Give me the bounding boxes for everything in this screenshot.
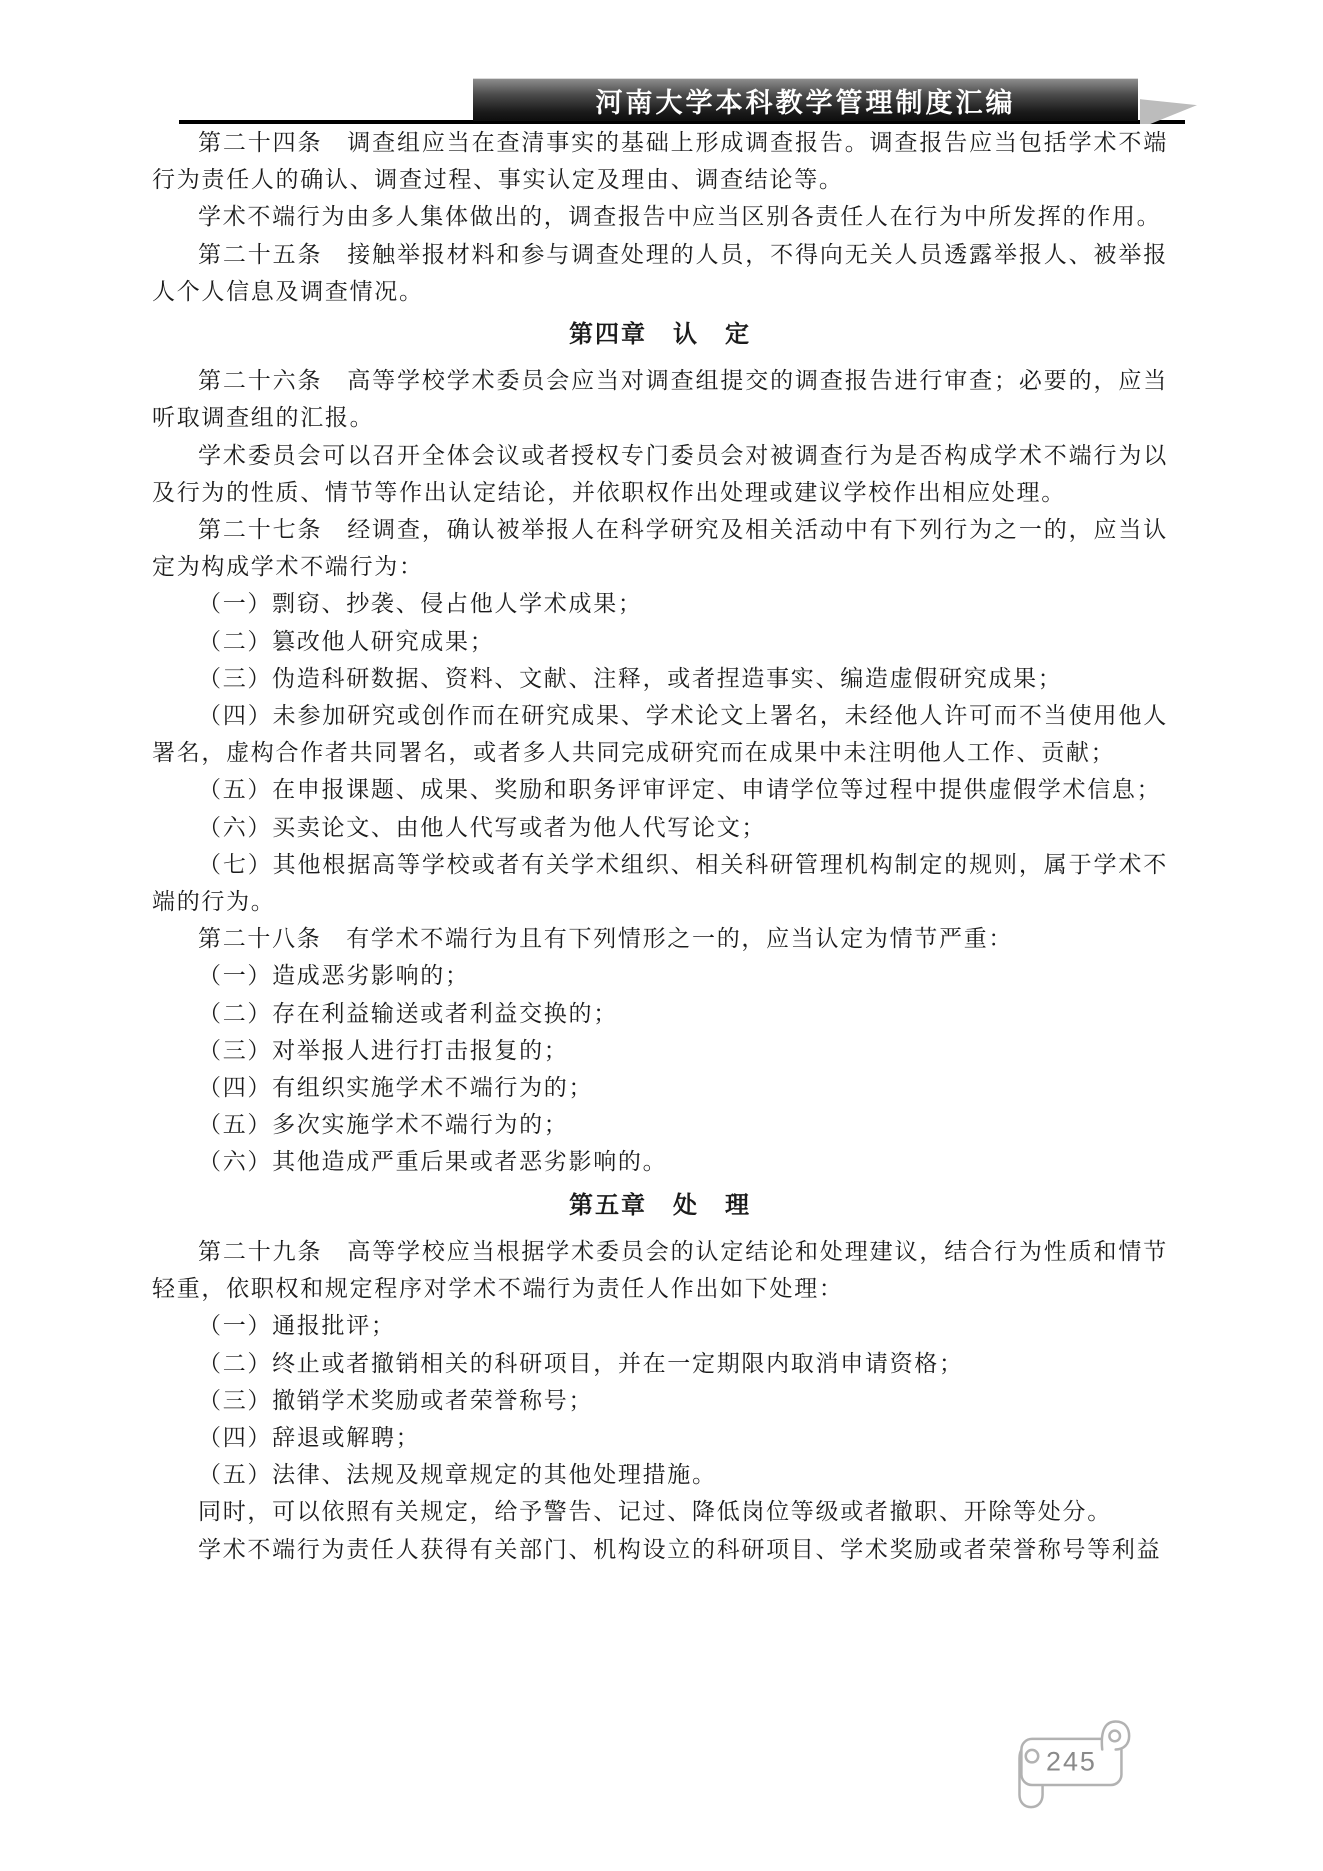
paragraph: 学术不端行为由多人集体做出的，调查报告中应当区别各责任人在行为中所发挥的作用。	[198, 204, 1162, 230]
paragraph: 第二十四条 调查组应当在查清事实的基础上形成调查报告。调查报告应当包括学术不端行为责任人的确认、调查过程、事实认定及理由、调查结论等。	[152, 130, 1168, 193]
paragraph: （三）撤销学术奖励或者荣誉称号；	[198, 1387, 594, 1413]
header-banner-title: 河南大学本科教学管理制度汇编	[595, 87, 1016, 118]
paragraph: （五）法律、法规及规章规定的其他处理措施。	[198, 1462, 717, 1488]
scroll-left-curl	[1026, 1750, 1039, 1763]
paragraph: （四）辞退或解聘；	[198, 1424, 421, 1450]
paragraph: 第二十九条 高等学校应当根据学术委员会的认定结论和处理建议，结合行为性质和情节轻重，依职权和规定程序对学术不端行为责任人作出如下处理：	[152, 1238, 1168, 1302]
paragraph: 学术委员会可以召开全体会议或者授权专门委员会对被调查行为是否构成学术不端行为以及行为的性质、情节等作出认定结论，并依职权作出处理或建议学校作出相应处理。	[152, 442, 1168, 505]
paragraph: （五）在申报课题、成果、奖励和职务评审评定、申请学位等过程中提供虚假学术信息；	[198, 777, 1162, 803]
scroll-right-curl	[1109, 1731, 1120, 1742]
chapter-heading: 第五章 处 理	[569, 1191, 751, 1219]
paragraph: （二）终止或者撤销相关的科研项目，并在一定期限内取消申请资格；	[198, 1350, 964, 1376]
paragraph: （三）伪造科研数据、资料、文献、注释，或者捏造事实、编造虚假研究成果；	[198, 665, 1063, 691]
paragraph: （一）通报批评；	[198, 1313, 396, 1339]
document-body	[152, 124, 1168, 1568]
paragraph: （六）买卖论文、由他人代写或者为他人代写论文；	[198, 814, 767, 840]
paragraph: （二）篡改他人研究成果；	[198, 628, 495, 654]
page-number-scroll-icon	[1002, 1710, 1137, 1811]
paragraph: （四）未参加研究或创作而在研究成果、学术论文上署名，未经他人许可而不当使用他人署名，虚构合作者共同署名，或者多人共同完成研究而在成果中未注明他人工作、贡献；	[152, 703, 1168, 766]
page-number: 245	[1046, 1746, 1097, 1777]
paragraph: （六）其他造成严重后果或者恶劣影响的。	[198, 1149, 668, 1175]
paragraph: 第二十八条 有学术不端行为且有下列情形之一的，应当认定为情节严重：	[198, 926, 1014, 952]
paragraph: （七）其他根据高等学校或者有关学术组织、相关科研管理机构制定的规则，属于学术不端的行为。	[152, 851, 1168, 915]
paragraph: 第二十七条 经调查，确认被举报人在科学研究及相关活动中有下列行为之一的，应当认定为构成学术不端行为：	[152, 517, 1168, 580]
paragraph: （四）有组织实施学术不端行为的；	[198, 1075, 594, 1101]
paragraph: 同时，可以依照有关规定，给予警告、记过、降低岗位等级或者撤职、开除等处分。	[198, 1499, 1112, 1525]
paragraph: 第二十六条 高等学校学术委员会应当对调查组提交的调查报告进行审查；必要的，应当听取调查组的汇报。	[152, 368, 1168, 431]
paragraph: 第二十五条 接触举报材料和参与调查处理的人员，不得向无关人员透露举报人、被举报人个人信息及调查情况。	[152, 241, 1168, 304]
paragraph: （一）剽窃、抄袭、侵占他人学术成果；	[198, 591, 643, 617]
paragraph: （五）多次实施学术不端行为的；	[198, 1112, 569, 1138]
paragraph: （一）造成恶劣影响的；	[198, 963, 470, 989]
paragraph: （三）对举报人进行打击报复的；	[198, 1037, 569, 1063]
paragraph: 学术不端行为责任人获得有关部门、机构设立的科研项目、学术奖励或者荣誉称号等利益	[198, 1536, 1162, 1562]
header-banner	[473, 78, 1138, 121]
chapter-heading: 第四章 认 定	[569, 321, 751, 349]
paragraph: （二）存在利益输送或者利益交换的；	[198, 1000, 618, 1026]
